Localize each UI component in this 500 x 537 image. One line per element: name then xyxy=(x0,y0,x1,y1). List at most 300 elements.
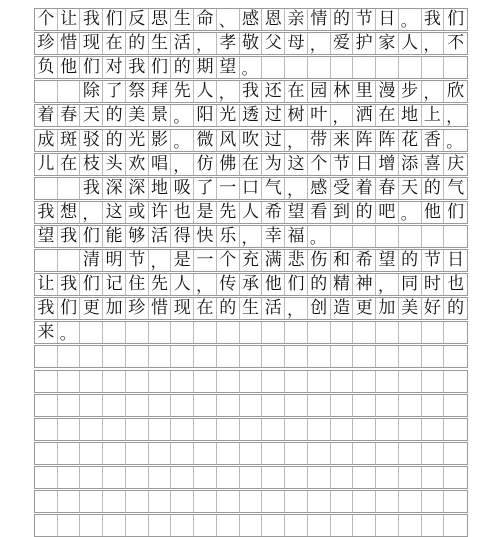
grid-cell xyxy=(240,419,263,440)
grid-row xyxy=(34,273,468,296)
grid-cell xyxy=(103,467,126,488)
grid-cell: 对 xyxy=(103,57,126,78)
grid-cell xyxy=(217,491,240,512)
grid-cell xyxy=(240,322,263,343)
grid-cell: 过 xyxy=(262,105,285,126)
grid-cell: 。 xyxy=(446,132,463,151)
grid-cell xyxy=(308,371,331,392)
grid-row xyxy=(34,129,468,152)
grid-cell: 我 xyxy=(35,298,58,319)
grid-cell: ， xyxy=(194,274,217,295)
grid-cell xyxy=(353,57,376,78)
grid-cell xyxy=(376,371,399,392)
grid-row xyxy=(34,201,468,224)
grid-cell: 来 xyxy=(331,130,354,151)
grid-cell: 上 xyxy=(422,105,445,126)
grid-cell: 添 xyxy=(399,154,422,175)
grid-cell xyxy=(285,371,308,392)
grid-cell: 一 xyxy=(194,250,217,271)
grid-cell: 气 xyxy=(262,178,285,199)
grid-cell xyxy=(353,226,376,247)
grid-cell xyxy=(262,467,285,488)
grid-cell xyxy=(171,491,194,512)
grid-cell: 惜 xyxy=(58,33,81,54)
grid-cell xyxy=(285,467,308,488)
grid-cell: 父 xyxy=(262,33,285,54)
grid-cell: 清 xyxy=(80,250,103,271)
grid-cell: 时 xyxy=(422,274,445,295)
grid-cell xyxy=(35,346,58,367)
grid-cell xyxy=(126,443,149,464)
grid-cell: 希 xyxy=(353,250,376,271)
grid-cell: 的 xyxy=(308,274,331,295)
grid-row xyxy=(34,321,468,344)
grid-cell xyxy=(171,443,194,464)
grid-cell: ， xyxy=(171,154,194,175)
grid-cell xyxy=(194,322,217,343)
grid-cell: 们 xyxy=(447,202,465,222)
grid-cell xyxy=(444,419,467,440)
grid-cell: 欢 xyxy=(126,154,149,175)
grid-cell: 他 xyxy=(58,57,81,78)
grid-cell xyxy=(376,322,399,343)
grid-cell xyxy=(444,346,467,367)
grid-cell xyxy=(262,371,285,392)
grid-cell: 希 xyxy=(262,202,285,223)
grid-cell xyxy=(331,346,354,367)
grid-cell: 在 xyxy=(58,154,81,175)
grid-cell xyxy=(149,371,172,392)
grid-cell: 日 xyxy=(353,154,376,175)
grid-cell: 更 xyxy=(353,298,376,319)
grid-row xyxy=(34,370,468,393)
grid-cell xyxy=(194,491,217,512)
grid-cell xyxy=(194,346,217,367)
grid-cell: 望 xyxy=(35,226,58,247)
grid-cell: ， xyxy=(285,298,308,319)
grid-cell xyxy=(399,395,422,416)
grid-cell xyxy=(376,395,399,416)
grid-cell xyxy=(126,371,149,392)
grid-cell xyxy=(149,395,172,416)
grid-cell: 吧 xyxy=(376,202,399,223)
grid-cell: ， xyxy=(331,105,354,126)
grid-cell xyxy=(308,419,331,440)
grid-cell: 还 xyxy=(262,81,285,102)
grid-cell: 的 xyxy=(331,9,354,30)
grid-cell: 现 xyxy=(171,298,194,319)
grid-row xyxy=(34,490,468,513)
grid-cell: 喜 xyxy=(422,154,445,175)
grid-cell xyxy=(331,419,354,440)
grid-cell xyxy=(422,226,445,247)
grid-cell: 想 xyxy=(58,202,81,223)
grid-cell: ， xyxy=(194,33,217,54)
grid-cell xyxy=(240,443,263,464)
grid-cell: 明 xyxy=(103,250,126,271)
grid-cell: 地 xyxy=(149,178,172,199)
grid-cell xyxy=(58,491,81,512)
grid-cell: 传 xyxy=(217,274,240,295)
grid-cell: 天 xyxy=(80,105,103,126)
grid-cell xyxy=(80,346,103,367)
grid-cell xyxy=(126,419,149,440)
grid-cell: 了 xyxy=(194,178,217,199)
grid-cell xyxy=(308,57,331,78)
grid-cell xyxy=(126,346,149,367)
grid-cell xyxy=(149,443,172,464)
grid-cell xyxy=(399,371,422,392)
grid-cell xyxy=(331,395,354,416)
grid-cell: ， xyxy=(308,33,331,54)
grid-cell: 在 xyxy=(194,298,217,319)
grid-cell xyxy=(103,346,126,367)
grid-cell: 在 xyxy=(285,81,308,102)
grid-row xyxy=(34,56,468,79)
grid-cell: 阵 xyxy=(353,130,376,151)
grid-cell: 也 xyxy=(171,202,194,223)
grid-cell: 头 xyxy=(103,154,126,175)
grid-cell xyxy=(262,57,285,78)
grid-cell: 的 xyxy=(126,33,149,54)
grid-cell xyxy=(262,491,285,512)
grid-cell: 让 xyxy=(58,9,81,30)
grid-cell: ， xyxy=(285,130,308,151)
grid-cell: 活 xyxy=(262,298,285,319)
grid-cell: 命 xyxy=(194,9,217,30)
grid-cell: 的 xyxy=(171,57,194,78)
grid-row xyxy=(34,80,468,103)
grid-cell: 增 xyxy=(376,154,399,175)
grid-cell xyxy=(262,322,285,343)
grid-cell xyxy=(171,371,194,392)
grid-cell: 生 xyxy=(171,9,194,30)
grid-cell xyxy=(422,491,445,512)
grid-cell xyxy=(80,371,103,392)
grid-cell xyxy=(80,443,103,464)
grid-cell: 微 xyxy=(194,130,217,151)
grid-cell xyxy=(126,467,149,488)
grid-cell: 不 xyxy=(447,33,465,53)
grid-cell xyxy=(376,491,399,512)
grid-cell: 让 xyxy=(35,274,58,295)
grid-cell xyxy=(285,419,308,440)
grid-cell xyxy=(262,443,285,464)
grid-cell xyxy=(422,57,445,78)
grid-cell: 先 xyxy=(217,202,240,223)
grid-cell: 。 xyxy=(58,322,81,343)
grid-row xyxy=(34,394,468,417)
grid-cell: 的 xyxy=(399,250,422,271)
grid-cell: 望 xyxy=(285,202,308,223)
grid-cell xyxy=(399,57,422,78)
grid-cell xyxy=(58,443,81,464)
grid-cell: 。 xyxy=(240,57,263,78)
grid-cell: 得 xyxy=(171,226,194,247)
grid-cell: 为 xyxy=(262,154,285,175)
grid-cell xyxy=(353,419,376,440)
grid-cell xyxy=(58,346,81,367)
grid-cell xyxy=(285,322,308,343)
grid-cell: 神 xyxy=(353,274,376,295)
grid-cell xyxy=(80,491,103,512)
grid-cell: 好 xyxy=(422,298,445,319)
grid-cell: 伤 xyxy=(308,250,331,271)
grid-cell: 敬 xyxy=(240,33,263,54)
grid-cell xyxy=(331,57,354,78)
grid-cell: 望 xyxy=(217,57,240,78)
grid-cell: 的 xyxy=(217,298,240,319)
grid-cell: 们 xyxy=(80,57,103,78)
grid-cell: 个 xyxy=(217,250,240,271)
grid-cell: 人 xyxy=(171,274,194,295)
grid-cell: 我 xyxy=(422,9,445,30)
grid-cell xyxy=(285,346,308,367)
grid-cell: ， xyxy=(376,274,399,295)
grid-cell: 唱 xyxy=(149,154,172,175)
grid-cell xyxy=(399,419,422,440)
grid-cell xyxy=(35,81,58,102)
grid-cell xyxy=(194,371,217,392)
grid-cell: ， xyxy=(217,81,240,102)
grid-cell xyxy=(194,467,217,488)
grid-cell: 仿 xyxy=(194,154,217,175)
grid-cell xyxy=(217,419,240,440)
grid-cell: 我 xyxy=(58,226,81,247)
grid-cell: 我 xyxy=(126,57,149,78)
grid-cell: 护 xyxy=(353,33,376,54)
grid-cell: 我 xyxy=(58,274,81,295)
grid-cell: 深 xyxy=(126,178,149,199)
grid-cell: 光 xyxy=(217,105,240,126)
grid-cell: 够 xyxy=(126,226,149,247)
grid-cell xyxy=(353,395,376,416)
grid-cell xyxy=(422,371,445,392)
grid-cell xyxy=(58,250,81,271)
grid-cell xyxy=(126,395,149,416)
grid-cell: 母 xyxy=(285,33,308,54)
grid-cell xyxy=(376,443,399,464)
grid-cell xyxy=(376,226,399,247)
grid-cell xyxy=(444,443,467,464)
grid-cell xyxy=(444,226,467,247)
grid-cell xyxy=(171,467,194,488)
grid-row xyxy=(34,225,468,248)
grid-cell: 受 xyxy=(331,178,354,199)
grid-cell: 期 xyxy=(194,57,217,78)
grid-cell: 香 xyxy=(422,130,445,151)
grid-cell: 了 xyxy=(103,81,126,102)
grid-cell: 感 xyxy=(308,178,331,199)
grid-cell: ， xyxy=(80,202,103,223)
grid-cell xyxy=(308,467,331,488)
grid-cell xyxy=(285,491,308,512)
grid-cell: 惜 xyxy=(149,298,172,319)
grid-cell: 树 xyxy=(285,105,308,126)
grid-cell xyxy=(353,491,376,512)
grid-cell xyxy=(149,346,172,367)
grid-cell xyxy=(285,57,308,78)
grid-cell xyxy=(422,395,445,416)
grid-cell: 们 xyxy=(80,274,103,295)
grid-cell xyxy=(217,371,240,392)
grid-cell: 孝 xyxy=(217,33,240,54)
grid-cell: 们 xyxy=(285,274,308,295)
grid-row xyxy=(34,297,468,320)
grid-cell: 口 xyxy=(240,178,263,199)
grid-cell: 加 xyxy=(376,298,399,319)
grid-cell: 我 xyxy=(240,81,263,102)
grid-cell: 林 xyxy=(331,81,354,102)
grid-cell: 人 xyxy=(240,202,263,223)
grid-cell: 精 xyxy=(331,274,354,295)
grid-cell xyxy=(262,419,285,440)
grid-cell xyxy=(331,443,354,464)
grid-cell: 影 xyxy=(149,130,172,151)
grid-cell: 个 xyxy=(35,9,58,30)
grid-cell xyxy=(422,443,445,464)
grid-cell xyxy=(444,467,467,488)
grid-cell: 是 xyxy=(194,202,217,223)
grid-cell: 造 xyxy=(331,298,354,319)
grid-row xyxy=(34,177,468,200)
grid-cell xyxy=(262,395,285,416)
grid-cell: 斑 xyxy=(58,130,81,151)
grid-cell xyxy=(171,395,194,416)
grid-cell: 许 xyxy=(149,202,172,223)
grid-cell xyxy=(80,467,103,488)
grid-cell xyxy=(240,371,263,392)
grid-cell: 节 xyxy=(353,9,376,30)
grid-cell: 幸 xyxy=(262,226,285,247)
grid-cell: 们 xyxy=(80,226,103,247)
grid-cell: 我 xyxy=(35,202,58,223)
grid-cell: 的 xyxy=(422,178,445,199)
grid-cell xyxy=(308,491,331,512)
grid-cell xyxy=(331,467,354,488)
grid-cell xyxy=(376,57,399,78)
grid-cell: 们 xyxy=(103,9,126,30)
grid-cell xyxy=(194,419,217,440)
grid-cell xyxy=(149,467,172,488)
grid-cell xyxy=(103,395,126,416)
grid-cell xyxy=(217,322,240,343)
grid-cell xyxy=(58,371,81,392)
grid-cell: 的 xyxy=(353,202,376,223)
grid-row xyxy=(34,442,468,465)
grid-cell xyxy=(331,491,354,512)
grid-cell: 们 xyxy=(58,298,81,319)
grid-cell: 活 xyxy=(149,226,172,247)
grid-cell: 生 xyxy=(240,298,263,319)
grid-cell xyxy=(35,467,58,488)
grid-cell: 拜 xyxy=(149,81,172,102)
grid-cell: 亲 xyxy=(285,9,308,30)
grid-row xyxy=(34,345,468,368)
grid-row xyxy=(34,514,468,537)
grid-cell xyxy=(58,178,81,199)
grid-cell: 人 xyxy=(194,81,217,102)
grid-cell: 承 xyxy=(240,274,263,295)
grid-cell: 祭 xyxy=(126,81,149,102)
grid-cell xyxy=(331,371,354,392)
grid-cell: 爱 xyxy=(331,33,354,54)
grid-cell: 先 xyxy=(149,274,172,295)
grid-cell xyxy=(376,419,399,440)
grid-row xyxy=(34,249,468,272)
grid-cell: 风 xyxy=(217,130,240,151)
grid-cell: 悲 xyxy=(285,250,308,271)
grid-cell: 感 xyxy=(240,9,263,30)
grid-row xyxy=(34,466,468,489)
grid-cell: 气 xyxy=(447,178,465,198)
grid-cell xyxy=(376,467,399,488)
grid-cell: 阳 xyxy=(194,105,217,126)
grid-cell xyxy=(308,443,331,464)
grid-cell: 望 xyxy=(376,250,399,271)
grid-cell xyxy=(103,371,126,392)
grid-cell xyxy=(308,322,331,343)
grid-cell xyxy=(103,443,126,464)
grid-cell: 现 xyxy=(80,33,103,54)
grid-cell xyxy=(399,322,422,343)
grid-cell: ， xyxy=(422,81,445,102)
grid-cell: 园 xyxy=(308,81,331,102)
grid-cell xyxy=(444,322,467,343)
grid-cell xyxy=(58,419,81,440)
grid-cell xyxy=(308,395,331,416)
grid-cell: 节 xyxy=(126,250,149,271)
grid-cell: ， xyxy=(285,178,308,199)
grid-cell xyxy=(376,346,399,367)
grid-cell xyxy=(58,467,81,488)
grid-cell xyxy=(353,443,376,464)
grid-cell: 到 xyxy=(331,202,354,223)
grid-cell: 光 xyxy=(126,130,149,151)
grid-cell: 步 xyxy=(399,81,422,102)
grid-cell: ， xyxy=(422,33,445,54)
grid-cell xyxy=(35,178,58,199)
grid-cell: 驳 xyxy=(80,130,103,151)
grid-row xyxy=(34,104,468,127)
grid-cell: 除 xyxy=(80,81,103,102)
grid-cell xyxy=(308,346,331,367)
grid-cell xyxy=(80,395,103,416)
grid-cell: 这 xyxy=(285,154,308,175)
grid-cell xyxy=(58,395,81,416)
grid-cell xyxy=(240,346,263,367)
grid-cell: 天 xyxy=(399,178,422,199)
grid-cell xyxy=(35,419,58,440)
grid-cell: 个 xyxy=(308,154,331,175)
grid-cell xyxy=(285,395,308,416)
grid-cell: 庆 xyxy=(447,154,465,174)
grid-cell: 是 xyxy=(171,250,194,271)
grid-cell xyxy=(331,226,354,247)
grid-cell xyxy=(353,371,376,392)
grid-cell xyxy=(353,346,376,367)
grid-cell: 。 xyxy=(399,9,422,30)
grid-cell: 来 xyxy=(35,322,58,343)
grid-cell xyxy=(149,419,172,440)
grid-cell: 同 xyxy=(399,274,422,295)
grid-cell: 地 xyxy=(399,105,422,126)
grid-cell xyxy=(80,419,103,440)
grid-cell xyxy=(35,443,58,464)
grid-cell xyxy=(103,322,126,343)
grid-cell xyxy=(194,443,217,464)
grid-cell: 漫 xyxy=(376,81,399,102)
